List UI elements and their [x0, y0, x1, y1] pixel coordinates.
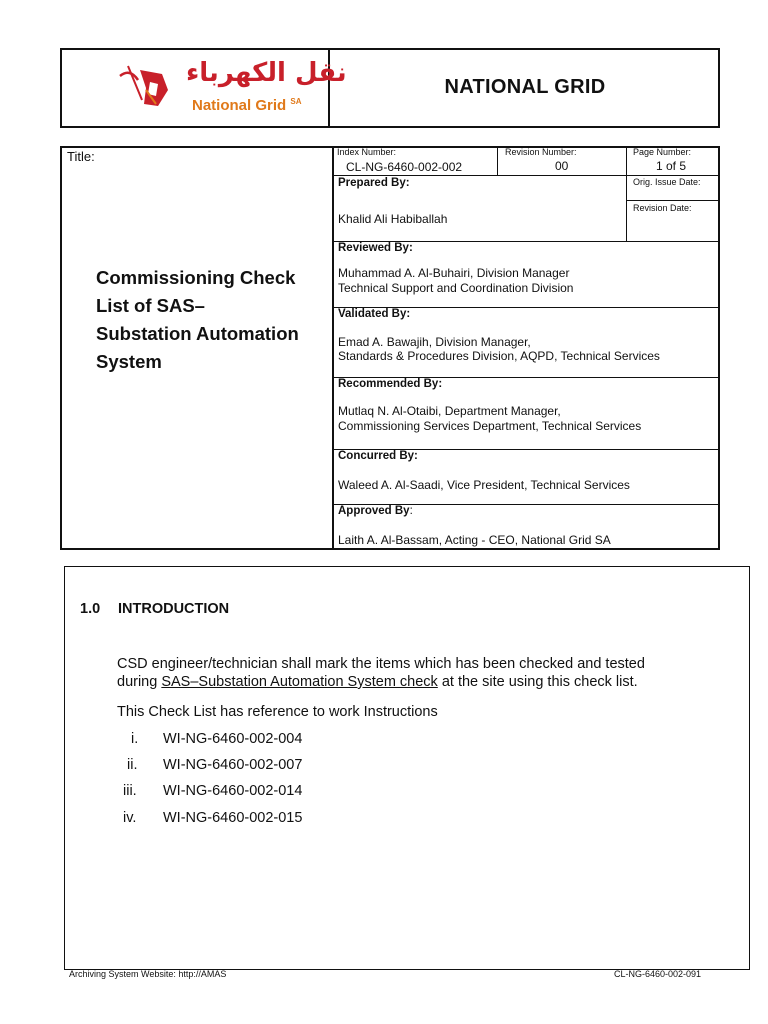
title-label: Title: [67, 149, 95, 164]
reviewed-by-label: Reviewed By: [338, 242, 413, 254]
footer-archive-text: Archiving System Website: http://AMAS [69, 969, 227, 979]
intro-paragraph-line2: during SAS–Substation Automation System check at the site using this check list. [117, 674, 638, 690]
logo-english-text: National Grid $^{SA}$ [192, 97, 302, 114]
orig-issue-date-label: Orig. Issue Date: [633, 177, 701, 187]
list-item-number: iv. [123, 810, 137, 826]
page-title: NATIONAL GRID [444, 76, 606, 98]
validated-by-line2: Standards & Procedures Division, AQPD, Technical Services [338, 349, 660, 363]
national-grid-logo-icon [116, 60, 182, 114]
recommended-by-line2: Commissioning Services Department, Technical Services [338, 419, 642, 433]
validated-by-line1: Emad A. Bawajih, Division Manager, [338, 335, 531, 349]
prepared-by-label: Prepared By: [338, 177, 410, 189]
validated-by-label: Validated By: [338, 308, 411, 320]
index-number-label: Index Number: [337, 147, 397, 157]
footer-doc-code: CL-NG-6460-002-091 [614, 969, 702, 979]
index-number-value: CL-NG-6460-002-002 [346, 160, 463, 174]
intro-paragraph-line1: CSD engineer/technician shall mark the items which has been checked and tested [117, 656, 645, 672]
document-title: Commissioning Check List of SAS– Substation Automation System [96, 267, 299, 372]
page-number-label: Page Number: [633, 147, 692, 157]
prepared-by-name: Khalid Ali Habiballah [338, 212, 448, 226]
reviewed-by-line1: Muhammad A. Al-Buhairi, Division Manager [338, 266, 570, 280]
list-item: WI-NG-6460-002-004 [163, 731, 303, 747]
list-item: WI-NG-6460-002-015 [163, 810, 303, 826]
concurred-by-label: Concurred By: [338, 450, 418, 462]
section-heading: INTRODUCTION [118, 601, 230, 617]
title-divider [332, 146, 334, 550]
concurred-by-line1: Waleed A. Al-Saadi, Vice President, Technical Services [338, 478, 630, 492]
list-item: WI-NG-6460-002-014 [163, 783, 303, 799]
revision-number-value: 00 [555, 159, 569, 173]
list-item-number: ii. [127, 757, 138, 773]
approved-by-line1: Laith A. Al-Bassam, Acting - CEO, National Grid SA [338, 533, 611, 547]
revision-number-label: Revision Number: [505, 147, 577, 157]
recommended-by-label: Recommended By: [338, 378, 443, 390]
list-item: WI-NG-6460-002-007 [163, 757, 303, 773]
page-number-value: 1 of 5 [656, 159, 687, 173]
approved-by-label: Approved By: [338, 505, 413, 517]
list-item-number: iii. [123, 783, 137, 799]
revision-date-label: Revision Date: [633, 203, 692, 213]
section-number: 1.0 [80, 601, 101, 617]
intro-paragraph-2: This Check List has reference to work Instructions [117, 704, 438, 720]
reviewed-by-line2: Technical Support and Coordination Division [338, 281, 574, 295]
list-item-number: i. [131, 731, 139, 747]
logo-arabic-text: نقل الكهرباء [186, 58, 347, 88]
recommended-by-line1: Mutlaq N. Al-Otaibi, Department Manager, [338, 404, 561, 418]
